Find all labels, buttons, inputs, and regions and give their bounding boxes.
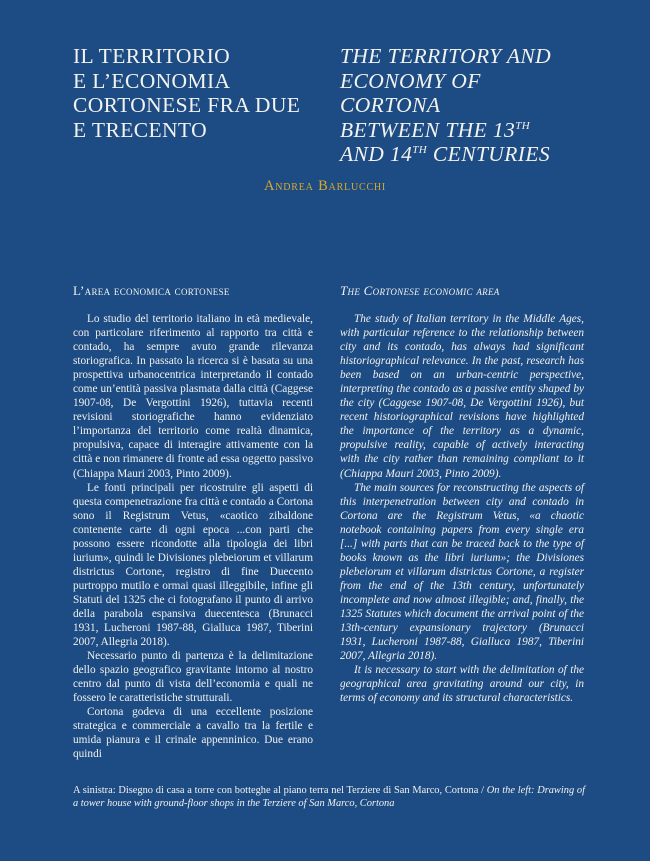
title-english	[340, 44, 584, 167]
paragraph: The study of Italian territory in the Middle Ages, with particular reference to the relationship between city and its contado, has always had significant historiographical relevance. In the past, research has been based on an urban-centric perspective, interpreting the contado as a passive entity shaped by the city (Caggese 1907-08, De Vergottini 1926), but recent historiographical revisions have highlighted the importance of the territory as a dynamic, propulsive reality, capable of actively interacting with the city rather than remaining compliant to it (Chiappa Mauri 2003, Pinto 2009).	[340, 313, 584, 480]
title-italian-line: E TRECENTO	[73, 117, 207, 142]
title-english-line: THE TERRITORY AND	[340, 44, 552, 68]
paragraph: Le fonti principali per ricostruire gli aspetti di questa compenetrazione fra città e contado a Cortona sono il Registrum Vetus, «caotico zibaldone contenente carte di ogni epoca ...con parti che possono essere ricondotte alla tipologia dei libri iurium», quindi le Divisiones plebeiorum et villarum districtus Cortone, registro di fine Duecento purtroppo mutilo e ormai quasi illeggibile, infine gli Statuti del 1325 che ci fotografano il punto di arrivo della parabola espansiva duecentesca (Brunacci 1931, Lucheroni 1987-88, Gialluca 1987, Tiberini 2007, Allegria 2018).	[73, 481, 313, 649]
title-english-superscript: TH	[515, 119, 531, 132]
figure-caption	[73, 784, 585, 810]
title-italian-line: IL TERRITORIO	[73, 44, 231, 68]
paragraph: Lo studio del territorio italiano in età medievale, con particolare riferimento al rapporto tra città e contado, ha sempre avuto grande rilevanza storiografica. In passato la ricerca si è basata su una prospettiva urbanocentrica interpretando il contado come un’entità passiva plasmata dalla città (Caggese 1907-08, De Vergottini 1926), tuttavia recenti revisioni storiografiche hanno evidenziato l’importanza del territorio come realtà dinamica, propulsiva, capace di interagire attivamente con la città e non rimanere di fronte ad essa oggetto passivo (Chiappa Mauri 2003, Pinto 2009).	[73, 313, 313, 480]
title-english-text: BETWEEN THE 13	[340, 117, 516, 142]
title-english-text: CENTURIES	[427, 142, 551, 166]
paragraph: It is necessary to start with the delimitation of the geographical area gravitating around our city, in terms of economy and its structural characteristics.	[340, 664, 584, 705]
title-italian-line: E L’ECONOMIA	[73, 68, 231, 93]
caption-italian: A sinistra: Disegno di casa a torre con botteghe al piano terra nel Terziere di San Marco, Cortona /	[73, 785, 487, 796]
author-name: Andrea Barlucchi	[263, 178, 387, 194]
title-english-text: AND 14	[340, 142, 413, 166]
paragraph: The main sources for reconstructing the aspects of this interpenetration between city and contado in Cortona are the Registrum Vetus, «a chaotic notebook containing papers from every single era [...] with parts that can be traced back to the type of books known as the libri iurium»; the Divisiones plebeiorum et villarum districtus Cortone, a register from the end of the 13th century, unfortunately incomplete and now almost illegible; and, finally, the 1325 Statutes which document the arrival point of the 13th-century expansionary trajectory (Brunacci 1931, Lucheroni 1987-88, Gialluca 1987, Tiberini 2007, Allegria 2018).	[340, 481, 584, 663]
body-text-italian	[73, 312, 313, 762]
paragraph: Cortona godeva di una eccellente posizione strategica e commerciale a cavallo tra la fertile e umida pianura e il crinale appenninico. Due erano quindi	[73, 706, 313, 761]
title-english-line	[340, 142, 584, 167]
body-text-english	[340, 312, 584, 705]
paragraph: Necessario punto di partenza è la delimitazione dello spazio geografico gravitante intorno al nostro centro dal punto di vista dell’economia e quali ne fossero le caratteristiche strutturali.	[73, 650, 313, 705]
caption-english: On the left: Drawing of a tower house with ground-floor shops in the Terziere of San Marco, Cortona	[73, 785, 585, 810]
title-italian	[73, 44, 313, 142]
title-english-superscript: TH	[412, 144, 428, 156]
section-heading-italian: L’area economica cortonese	[73, 283, 230, 298]
title-english-line	[340, 118, 584, 143]
title-english-line: ECONOMY OF CORTONA	[340, 68, 481, 117]
section-heading-english: The Cortonese economic area	[340, 283, 500, 298]
title-italian-line: CORTONESE FRA DUE	[73, 93, 301, 117]
